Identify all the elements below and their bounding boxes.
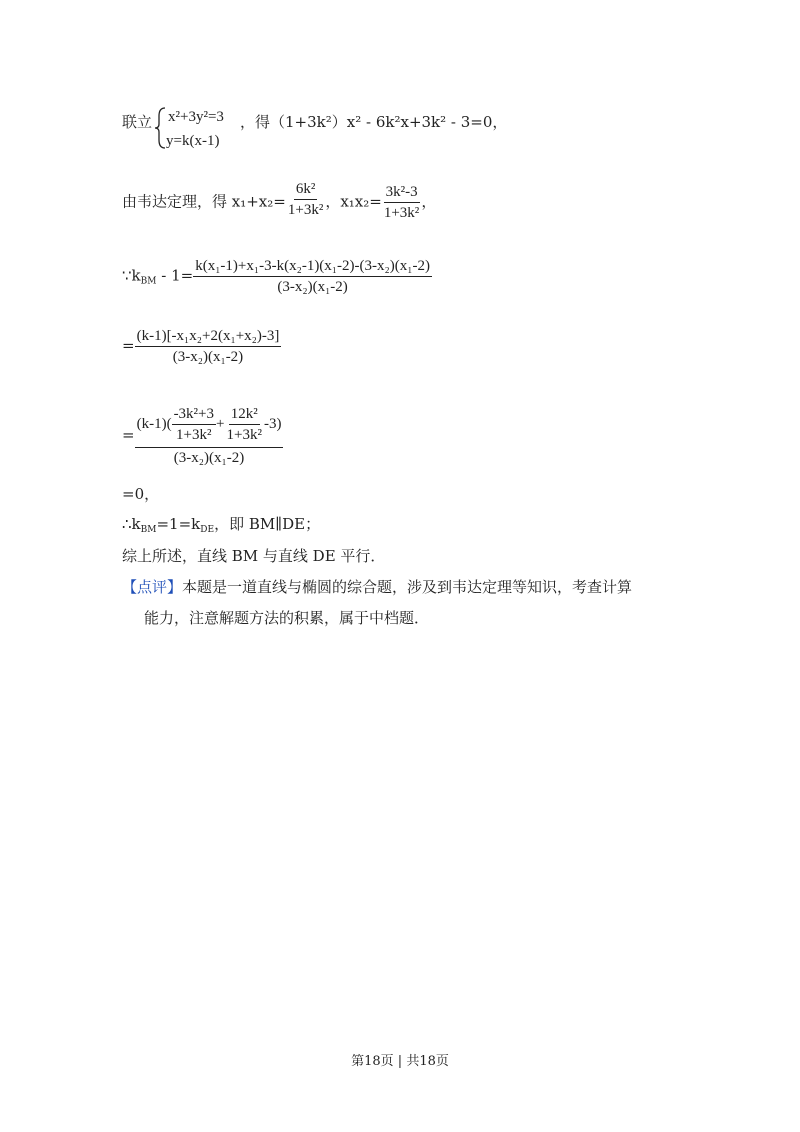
inner-2-denominator: 1+3k² bbox=[226, 427, 262, 443]
comment-text-1: 本题是一道直线与椭圆的综合题，涉及到韦达定理等知识，考查计算 bbox=[182, 578, 633, 596]
plus-sign: + bbox=[216, 415, 225, 432]
system-line bbox=[122, 112, 152, 132]
inner-fraction-1 bbox=[172, 404, 216, 445]
step-2-denominator: (3-x₂)(x₁-2) bbox=[172, 349, 244, 365]
equals-sign: = bbox=[122, 336, 135, 355]
sum-denominator: 1+3k² bbox=[287, 202, 324, 218]
comment-tag: 【点评】 bbox=[122, 578, 183, 596]
page-total: 共18页 bbox=[406, 1054, 449, 1069]
step-2-line bbox=[122, 326, 281, 367]
minus-one: - 1= bbox=[156, 266, 194, 285]
summary-line: 综上所述，直线 BM 与直线 DE 平行． bbox=[122, 547, 386, 565]
since-k: ∵k bbox=[122, 266, 141, 285]
system-row-2: y=k(x-1) bbox=[166, 133, 220, 149]
system-result: ，得（1+3k²）x² - 6k²x+3k² - 3=0， bbox=[240, 113, 508, 131]
sum-numerator: 6k² bbox=[294, 179, 318, 200]
page-footer bbox=[0, 1050, 800, 1069]
equals-zero: =0， bbox=[122, 485, 160, 503]
page-number: 第18页 bbox=[351, 1054, 394, 1069]
comment-line-1 bbox=[122, 577, 632, 597]
slope-diff-fraction bbox=[193, 256, 432, 297]
equals-sign: = bbox=[122, 426, 135, 444]
therefore-k: ∴k bbox=[122, 515, 141, 533]
step-2-numerator: (k-1)[-x₁x₂+2(x₁+x₂)-3] bbox=[135, 326, 282, 347]
slope-diff-line bbox=[122, 256, 432, 297]
vieta-mid: ，x₁x₂= bbox=[325, 192, 382, 211]
system-prefix: 联立 bbox=[122, 113, 153, 131]
comment-line-2: 能力，注意解题方法的积累，属于中档题． bbox=[144, 609, 430, 627]
product-fraction bbox=[382, 182, 421, 223]
step-3-numerator bbox=[135, 404, 284, 448]
num-suffix: -3) bbox=[263, 415, 282, 432]
sub-de: DE bbox=[200, 525, 215, 535]
vieta-line bbox=[122, 182, 436, 223]
sum-fraction bbox=[286, 179, 325, 220]
inner-1-denominator: 1+3k² bbox=[176, 427, 212, 443]
product-numerator: 3k²-3 bbox=[384, 182, 420, 203]
parallel-statement: ，即 BM∥DE； bbox=[214, 515, 321, 533]
inner-1-numerator: -3k²+3 bbox=[172, 404, 216, 425]
step-2-fraction bbox=[135, 326, 282, 367]
conclusion-line bbox=[122, 514, 320, 540]
vieta-prefix: 由韦达定理，得 x₁+x₂= bbox=[122, 192, 286, 211]
slope-diff-denominator: (3-x₂)(x₁-2) bbox=[277, 279, 348, 295]
slope-diff-numerator: k(x₁-1)+x₁-3-k(x₂-1)(x₁-2)-(3-x₂)(x₁-2) bbox=[193, 256, 432, 277]
step-3-fraction bbox=[135, 404, 284, 468]
step-3-denominator: (3-x₂)(x₁-2) bbox=[173, 450, 245, 466]
footer-separator: | bbox=[393, 1054, 407, 1069]
sub-bm: BM bbox=[140, 525, 157, 535]
sub-bm: BM bbox=[140, 276, 157, 287]
step-3-line bbox=[122, 404, 283, 468]
inner-2-numerator: 12k² bbox=[229, 404, 260, 425]
inner-fraction-2 bbox=[224, 404, 263, 445]
equal-one: =1=k bbox=[156, 515, 201, 533]
num-prefix: (k-1)( bbox=[136, 415, 172, 432]
vieta-suffix: ， bbox=[421, 192, 437, 211]
product-denominator: 1+3k² bbox=[383, 205, 420, 221]
system-row-1: x²+3y²=3 bbox=[168, 109, 224, 125]
